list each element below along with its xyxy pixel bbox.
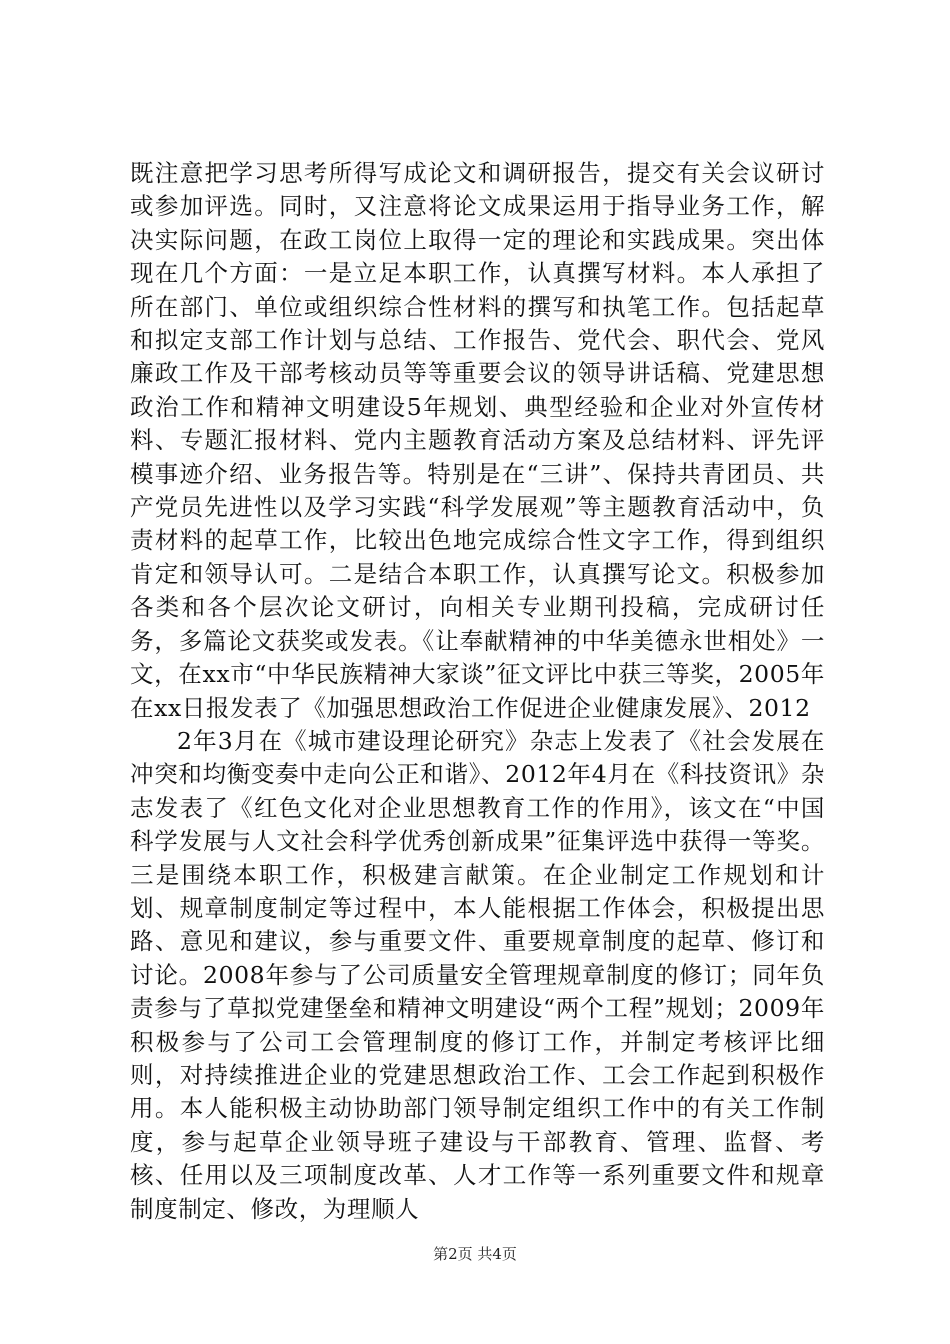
document-body xyxy=(130,157,825,1226)
paragraph-2: 2年3月在《城市建设理论研究》杂志上发表了《社会发展在冲突和均衡变奏中走向公正和谐》、2012年4月在《科技资讯》杂志发表了《红色文化对企业思想教育工作的作用》，该文在“中国科学发展与人文社会科学优秀创新成果”征集评选中获得一等奖。三是围绕本职工作，积极建言献策。在企业制定工作规划和计划、规章制度制定等过程中，本人能根据工作体会，积极提出思路、意见和建议，参与重要文件、重要规章制度的起草、修订和讨论。2008年参与了公司质量安全管理规章制度的修订；同年负责参与了草拟党建堡垒和精神文明建设“两个工程”规划；2009年积极参与了公司工会管理制度的修订工作，并制定考核评比细则，对持续推进企业的党建思想政治工作、工会工作起到积极作用。本人能积极主动协助部门领导制定组织工作中的有关工作制度，参与起草企业领导班子建设与干部教育、管理、监督、考核、任用以及三项制度改革、人才工作等一系列重要文件和规章制度制定、修改，为理顺人 xyxy=(130,726,825,1223)
page-footer: 第2页 共4页 xyxy=(433,1245,517,1263)
paragraph-1: 既注意把学习思考所得写成论文和调研报告，提交有关会议研讨或参加评选。同时，又注意将论文成果运用于指导业务工作，解决实际问题，在政工岗位上取得一定的理论和实践成果。突出体现在几个方面：一是立足本职工作，认真撰写材料。本人承担了所在部门、单位或组织综合性材料的撰写和执笔工作。包括起草和拟定支部工作计划与总结、工作报告、党代会、职代会、党风廉政工作及干部考核动员等等重要会议的领导讲话稿、党建思想政治工作和精神文明建设5年规划、典型经验和企业对外宣传材料、专题汇报材料、党内主题教育活动方案及总结材料、评先评模事迹介绍、业务报告等。特别是在“三讲”、保持共青团员、共产党员先进性以及学习实践“科学发展观”等主题教育活动中，负责材料的起草工作，比较出色地完成综合性文字工作，得到组织肯定和领导认可。二是结合本职工作，认真撰写论文。积极参加各类和各个层次论文研讨，向相关专业期刊投稿，完成研讨任务，多篇论文获奖或发表。《让奉献精神的中华美德永世相处》一文，在xx市“中华民族精神大家谈”征文评比中获三等奖，2005年在xx日报发表了《加强思想政治工作促进企业健康发展》、2012 xyxy=(130,159,825,722)
